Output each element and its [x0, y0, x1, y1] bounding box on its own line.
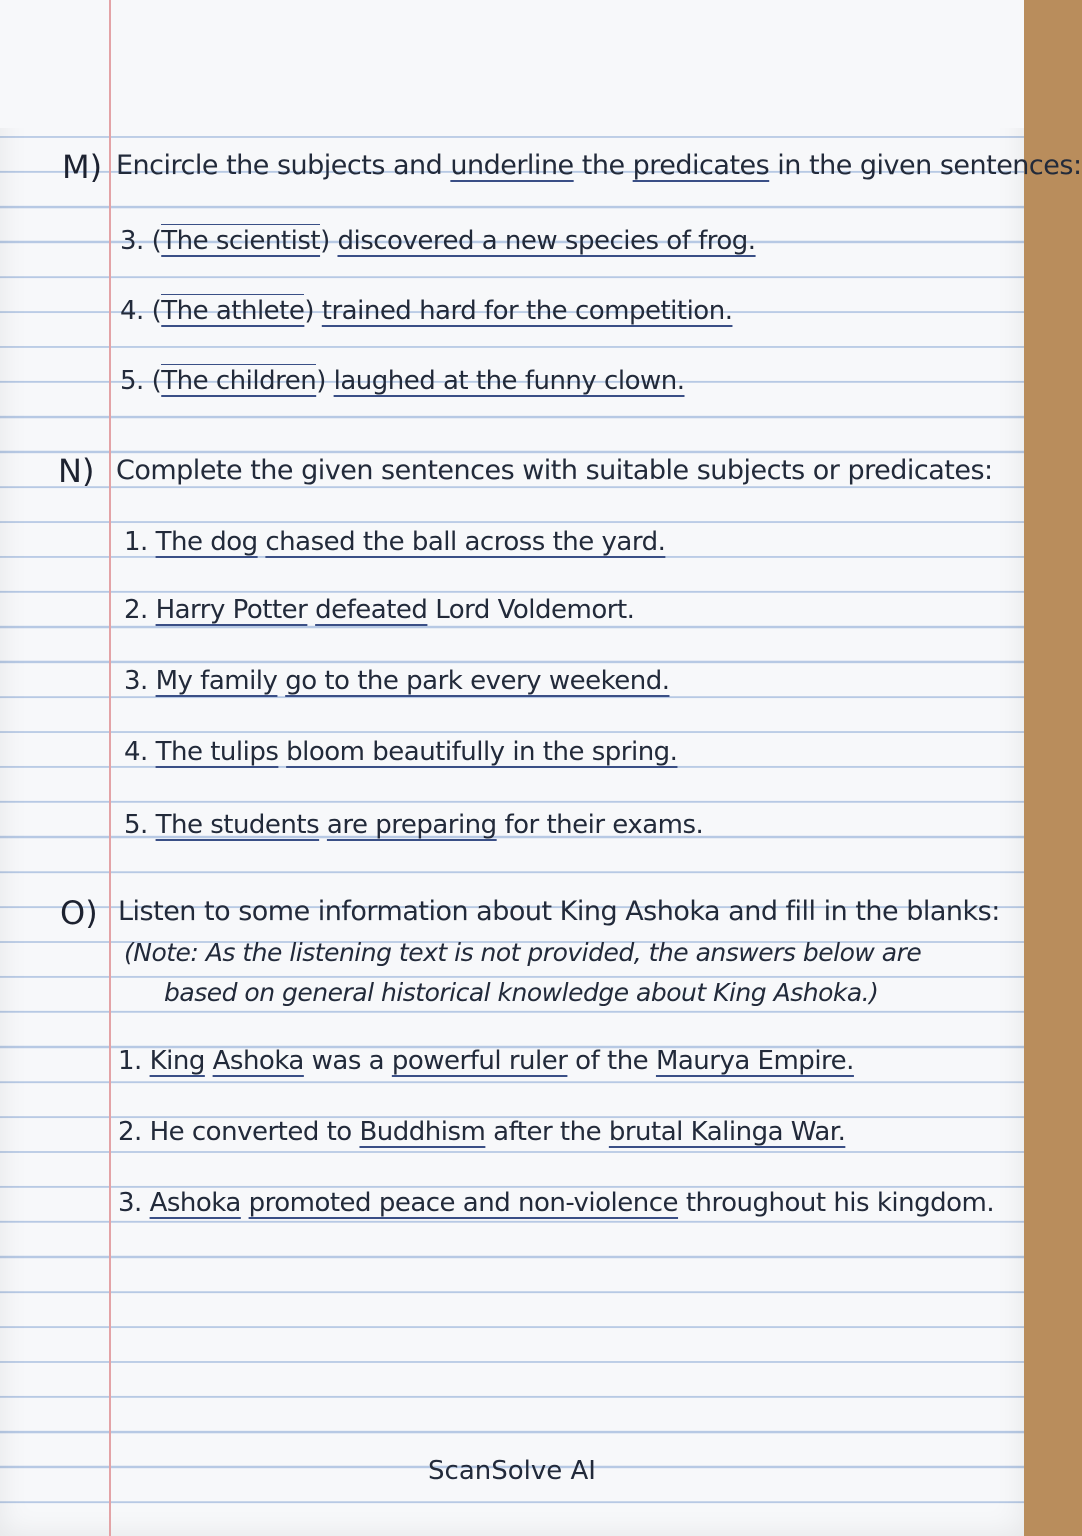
section-n-item-5: 5. The students are preparing for their exams.	[124, 810, 704, 840]
margin-line	[109, 0, 111, 1536]
section-n-item-1: 1. The dog chased the ball across the yard.	[124, 527, 666, 557]
section-m-label: M)	[62, 148, 103, 186]
section-n-item-2: 2. Harry Potter defeated Lord Voldemort.	[124, 595, 635, 625]
predicate-answer: defeated	[315, 595, 428, 625]
subject-answer: The dog	[155, 527, 258, 557]
section-m-heading: Encircle the subjects and underline the predicates in the given sentences:	[116, 150, 1082, 181]
predicate-answer: chased the ball across the yard.	[265, 527, 666, 557]
predicate-answer: are preparing	[326, 810, 497, 840]
subject-answer: The tulips	[155, 737, 279, 767]
section-o-heading: Listen to some information about King Ashoka and fill in the blanks:	[118, 896, 1000, 927]
encircled-subject: The scientist	[161, 226, 321, 256]
underlined-predicate: laughed at the funny clown.	[333, 366, 685, 396]
blank-answer: Ashoka	[212, 1046, 304, 1076]
subject-answer: My family	[155, 666, 278, 696]
footer-watermark: ScanSolve AI	[428, 1456, 596, 1486]
blank-answer: promoted peace and non-violence	[248, 1188, 679, 1218]
subject-answer: The students	[155, 810, 320, 840]
predicate-answer: go to the park every weekend.	[285, 666, 670, 696]
underlined-predicate: trained hard for the competition.	[321, 296, 733, 326]
section-n-item-4: 4. The tulips bloom beautifully in the spring.	[124, 737, 678, 767]
section-m-item-4: 4. (The athlete) trained hard for the competition.	[120, 296, 733, 326]
section-n-heading: Complete the given sentences with suitable subjects or predicates:	[116, 455, 993, 486]
blank-answer: powerful ruler	[391, 1046, 568, 1076]
blank-answer: brutal Kalinga War.	[608, 1117, 846, 1147]
blank-answer: Buddhism	[359, 1117, 486, 1147]
underlined-predicate: discovered a new species of frog.	[337, 226, 756, 256]
section-o-note-line1: (Note: As the listening text is not provided, the answers below are	[124, 938, 922, 967]
section-n-label: N)	[58, 452, 95, 490]
blank-answer: Maurya Empire.	[655, 1046, 854, 1076]
section-m-item-3: 3. (The scientist) discovered a new species of frog.	[120, 226, 756, 256]
section-m-item-5: 5. (The children) laughed at the funny clown.	[120, 366, 685, 396]
section-o-item-1: 1. King Ashoka was a powerful ruler of the Maurya Empire.	[118, 1046, 854, 1076]
section-o-note-line2: based on general historical knowledge about King Ashoka.)	[164, 978, 879, 1007]
section-n-item-3: 3. My family go to the park every weekend.	[124, 666, 670, 696]
subject-answer: Harry Potter	[155, 595, 308, 625]
encircled-subject: The athlete	[161, 296, 305, 326]
section-o-label: O)	[60, 894, 98, 932]
predicate-answer: bloom beautifully in the spring.	[286, 737, 678, 767]
blank-answer: Ashoka	[149, 1188, 241, 1218]
section-o-item-2: 2. He converted to Buddhism after the brutal Kalinga War.	[118, 1117, 846, 1147]
section-o-item-3: 3. Ashoka promoted peace and non-violence throughout his kingdom.	[118, 1188, 995, 1218]
encircled-subject: The children	[161, 366, 317, 396]
